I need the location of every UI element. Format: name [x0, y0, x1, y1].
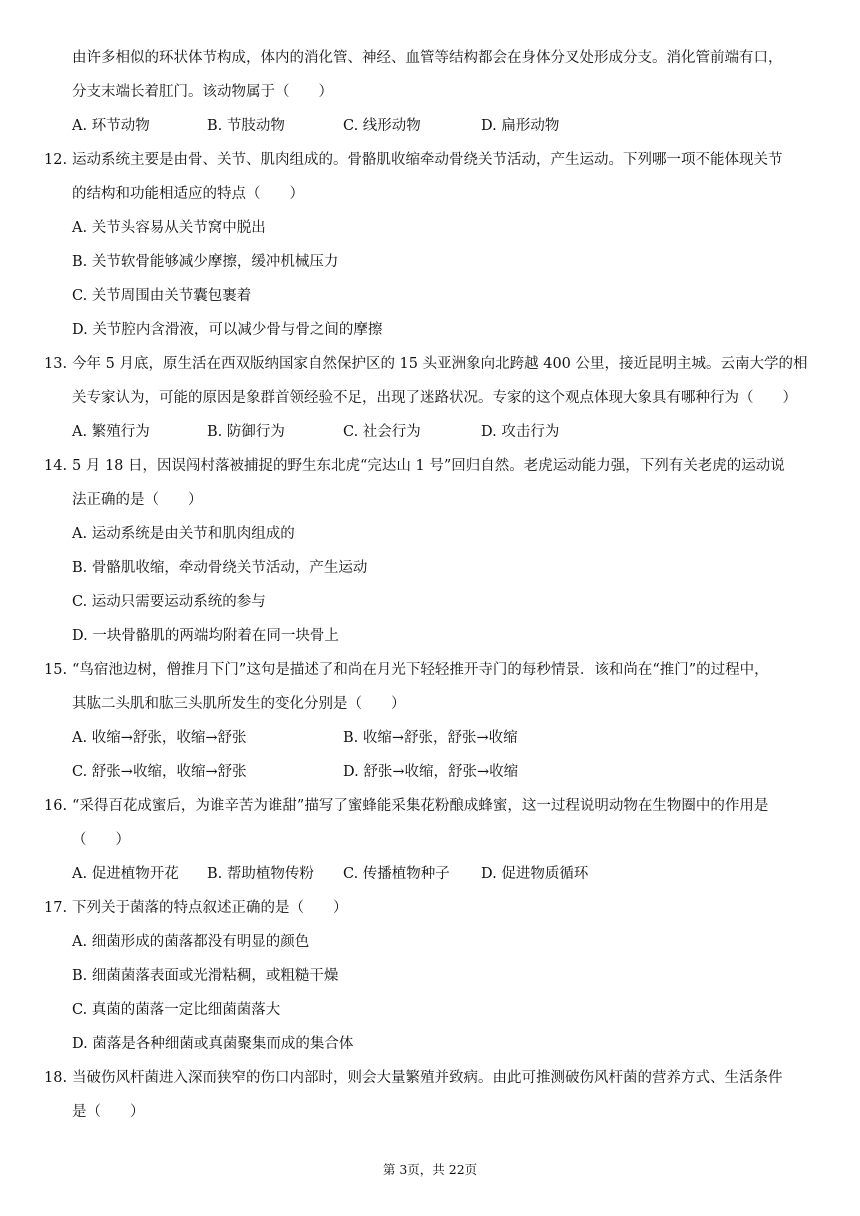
question-14-option-a[interactable]: A. 运动系统是由关节和肌肉组成的 [72, 526, 295, 542]
question-number: 18. [44, 1070, 68, 1086]
question-18-stem-1: 18. 当破伤风杆菌进入深而狭窄的伤口内部时，则会大量繁殖并致病。由此可推测破伤风杆菌的营养方式、生活条件 [44, 1067, 820, 1089]
question-13-stem-1: 13. 今年 5 月底，原生活在西双版纳国家自然保护区的 15 头亚洲象向北跨越 400 公里，接近昆明主城。云南大学的相 [44, 353, 820, 375]
question-15-stem-1: 15. “鸟宿池边树，僧推月下门”这句是描述了和尚在月光下轻轻推开寺门的每秒情景．该和尚在“推门”的过程中， [44, 659, 820, 681]
question-12-stem-1: 12. 运动系统主要是由骨、关节、肌肉组成的。骨骼肌收缩牵动骨绕关节活动，产生运动。下列哪一项不能体现关节 [44, 149, 820, 171]
option-d[interactable]: D. 舒张→收缩，舒张→收缩 [343, 764, 519, 780]
question-16-options [72, 863, 820, 885]
option-c[interactable]: C. 舒张→收缩，收缩→舒张 [72, 764, 247, 780]
intro-line-2: 分支末端长着肛门。该动物属于（ ） [72, 84, 333, 100]
question-17-option-c[interactable]: C. 真菌的菌落一定比细菌菌落大 [72, 1002, 281, 1018]
option-b[interactable]: B. 节肢动物 [207, 118, 285, 134]
question-16-stem-1: 16. “采得百花成蜜后，为谁辛苦为谁甜”描写了蜜蜂能采集花粉酿成蜂蜜，这一过程说明动物在生物圈中的作用是 [44, 795, 820, 817]
intro-options [72, 115, 820, 137]
option-a[interactable]: A. 环节动物 [72, 118, 150, 134]
question-14-option-b[interactable]: B. 骨骼肌收缩，牵动骨绕关节活动，产生运动 [72, 560, 368, 576]
option-b[interactable]: B. 收缩→舒张，舒张→收缩 [343, 730, 518, 746]
question-15-stem-2: 其肱二头肌和肱三头肌所发生的变化分别是（ ） [72, 696, 406, 712]
option-c[interactable]: C. 线形动物 [343, 118, 421, 134]
question-12-option-d[interactable]: D. 关节腔内含滑液，可以减少骨与骨之间的摩擦 [72, 322, 383, 338]
question-12-option-b[interactable]: B. 关节软骨能够减少摩擦，缓冲机械压力 [72, 254, 339, 270]
question-17-stem-1: 17. 下列关于菌落的特点叙述正确的是（ ） [44, 897, 820, 919]
option-b[interactable]: B. 帮助植物传粉 [207, 866, 314, 882]
question-18-stem-2: 是（ ） [72, 1104, 145, 1120]
option-b[interactable]: B. 防御行为 [207, 424, 285, 440]
question-14-option-c[interactable]: C. 运动只需要运动系统的参与 [72, 594, 266, 610]
question-15-options-row-2 [72, 761, 820, 783]
option-a[interactable]: A. 繁殖行为 [72, 424, 150, 440]
option-c[interactable]: C. 社会行为 [343, 424, 421, 440]
question-14-stem-2: 法正确的是（ ） [72, 492, 203, 508]
question-number: 14. [44, 458, 68, 474]
question-number: 17. [44, 900, 68, 916]
option-c[interactable]: C. 传播植物种子 [343, 866, 450, 882]
question-16-stem-2: （ ） [72, 832, 130, 848]
question-14-stem-1: 14. 5 月 18 日，因误闯村落被捕捉的野生东北虎“完达山 1 号”回归自然。老虎运动能力强，下列有关老虎的运动说 [44, 455, 820, 477]
question-number: 15. [44, 662, 68, 678]
question-number: 12. [44, 152, 68, 168]
option-a[interactable]: A. 收缩→舒张，收缩→舒张 [72, 730, 247, 746]
option-d[interactable]: D. 促进物质循环 [481, 866, 589, 882]
question-number: 16. [44, 798, 68, 814]
question-14-option-d[interactable]: D. 一块骨骼肌的两端均附着在同一块骨上 [72, 628, 339, 644]
intro-line-1: 由许多相似的环状体节构成，体内的消化管、神经、血管等结构都会在身体分叉处形成分支。消化管前端有口， [72, 50, 783, 66]
question-13-options [72, 421, 820, 443]
question-15-options-row-1 [72, 727, 820, 749]
question-17-option-d[interactable]: D. 菌落是各种细菌或真菌聚集而成的集合体 [72, 1036, 354, 1052]
question-12-option-c[interactable]: C. 关节周围由关节囊包裹着 [72, 288, 252, 304]
question-17-option-a[interactable]: A. 细菌形成的菌落都没有明显的颜色 [72, 934, 310, 950]
question-17-option-b[interactable]: B. 细菌菌落表面或光滑粘稠，或粗糙干燥 [72, 968, 339, 984]
question-13-stem-2: 关专家认为，可能的原因是象群首领经验不足，出现了迷路状况。专家的这个观点体现大象具有哪种行为（ ） [72, 390, 797, 406]
question-12-stem-2: 的结构和功能相适应的特点（ ） [72, 186, 304, 202]
option-d[interactable]: D. 攻击行为 [481, 424, 560, 440]
question-number: 13. [44, 356, 68, 372]
page-number: 第 3页，共 22页 [382, 1162, 478, 1177]
question-12-option-a[interactable]: A. 关节头容易从关节窝中脱出 [72, 220, 266, 236]
option-d[interactable]: D. 扁形动物 [481, 118, 560, 134]
option-a[interactable]: A. 促进植物开花 [72, 866, 179, 882]
